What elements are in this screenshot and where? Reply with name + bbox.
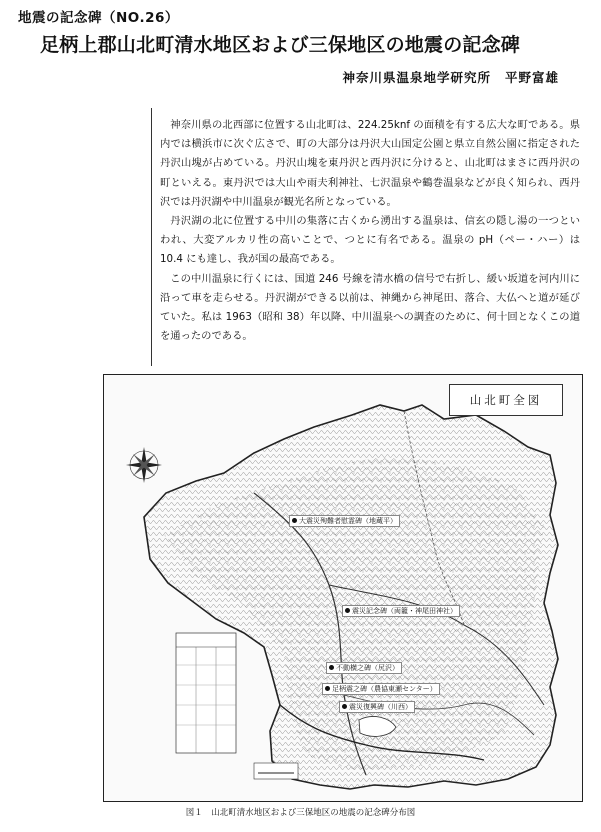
compass-rose-icon [126,447,162,483]
author-name: 平野富雄 [504,70,559,85]
paragraph-2: 丹沢湖の北に位置する中川の集落に古くから湧出する温泉は、信玄の隠し湯の一つといわれ、大変アルカリ性の高いことで、つとに有名である。温泉の pH（ペー・ハー）は 10.4 にも達し、我が国の最高である。 [160,215,580,266]
series-label: 地震の記念碑（NO.26） [18,10,179,26]
margin-rule [151,108,152,366]
map-title: 山北町全図 [449,384,563,416]
map-marker-3: 不動横之碑（尻沢） [326,662,402,674]
figure-caption: 図１ 山北町清水地区および三保地区の地震の記念碑分布図 [185,808,416,818]
map-marker-1: 大震災殉難者慰霊碑（地蔵平） [289,515,400,527]
map-marker-2: 震災記念碑（両籠・神尾田神社） [342,605,460,617]
article-title: 足柄上郡山北町清水地区および三保地区の地震の記念碑 [40,34,521,56]
author-affiliation: 神奈川県温泉地学研究所 [342,70,491,85]
article-body [160,116,580,346]
map-marker-5: 震災復興碑（川西） [339,701,415,713]
paragraph-1: 神奈川県の北西部に位置する山北町は、224.25knf の面積を有する広大な町である。県内では横浜市に次ぐ広さで、町の大部分は丹沢大山国定公園と県立自然公園に指定された丹沢山塊が占めている。丹沢山塊を東丹沢と西丹沢に分けると、山北町はまさに西丹沢の町といえる。東丹沢では大山や雨夫利神社、七沢温泉や鶴巻温泉などが良く知られ、西丹沢では丹沢湖や中川温泉が観光名所となっている。 [160,119,580,208]
town-map [103,374,583,802]
map-marker-4: 足柄震之碑（農協東瀬センター） [322,683,440,695]
map-drawing [104,375,582,801]
author-line [342,68,559,86]
paragraph-3: この中川温泉に行くには、国道 246 号線を清水橋の信号で右折し、緩い坂道を河内川に沿って車を走らせる。丹沢湖ができる以前は、神縄から神尾田、落合、大仏へと道が延びていた。私は 1963（昭和 38）年以降、中川温泉への調査のために、何十回となくこの道を通ったのである。 [160,272,580,343]
